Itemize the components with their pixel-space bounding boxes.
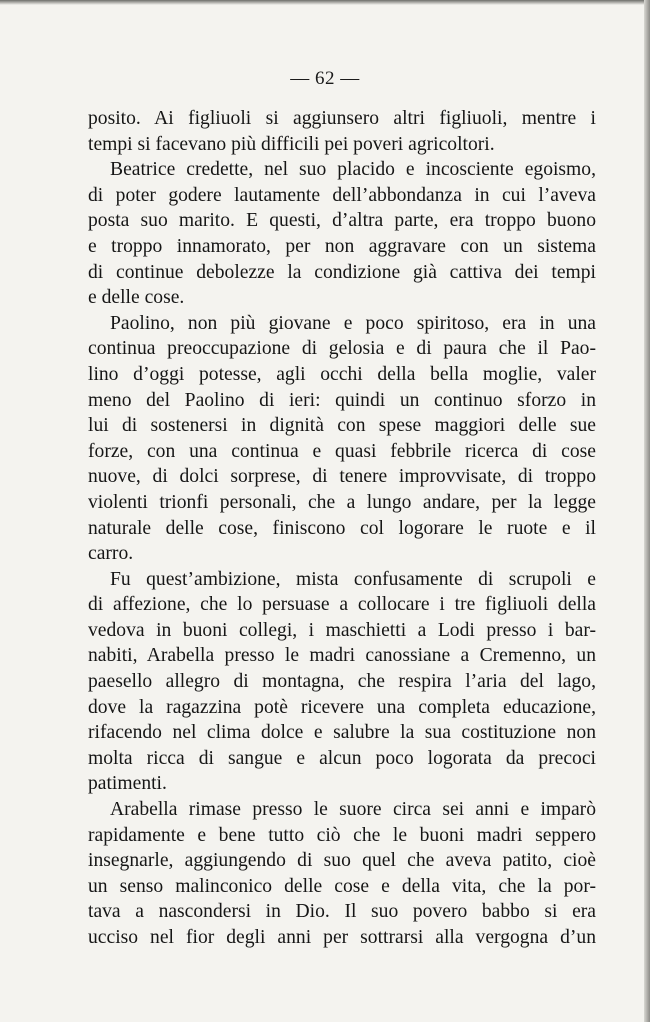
text-line: paesello allegro di montagna, che respira l’aria del lago,	[88, 671, 596, 693]
text-line: meno del Paolino di ieri: quindi un continuo sforzo in	[88, 389, 596, 411]
text-line: Arabella rimase presso le suore circa sei anni e imparò	[110, 799, 596, 821]
text-line: carro.	[88, 543, 134, 565]
text-line: insegnarle, aggiungendo di suo quel che aveva patito, cioè	[88, 850, 596, 872]
text-line: molta ricca di sangue e alcun poco logorata da precoci	[88, 747, 596, 769]
text-line: lui di sostenersi in dignità con spese maggiori delle sue	[88, 415, 596, 437]
text-line: lino d’oggi potesse, agli occhi della bella moglie, valer	[88, 363, 596, 385]
text-line: di affezione, che lo persuase a collocare i tre figliuoli della	[88, 594, 596, 616]
text-line: dove la ragazzina potè ricevere una completa educazione,	[88, 696, 596, 718]
text-line: Fu quest’ambizione, mista confusamente di scrupoli e	[110, 568, 596, 590]
text-line: patimenti.	[88, 773, 167, 795]
text-line: di poter godere lautamente dell’abbondanza in cui l’aveva	[88, 184, 596, 206]
text-line: di continue debolezze la condizione già cattiva dei tempi	[88, 261, 596, 283]
text-line: nabiti, Arabella presso le madri canossiane a Cremenno, un	[88, 645, 596, 667]
text-line: un senso malinconico delle cose e della vita, che la por-	[88, 875, 596, 897]
text-line: Beatrice credette, nel suo placido e incosciente egoismo,	[110, 159, 596, 181]
text-line: violenti trionfi personali, che a lungo andare, per la legge	[88, 491, 596, 513]
page-number: — 62 —	[290, 68, 360, 89]
text-line: posito. Ai figliuoli si aggiunsero altri figliuoli, mentre i	[88, 108, 596, 129]
body-text	[88, 106, 596, 951]
text-line: naturale delle cose, finiscono col logorare le ruote e il	[88, 517, 596, 539]
text-line: rapidamente e bene tutto ciò che le buoni madri seppero	[88, 824, 596, 846]
page-top-shadow	[0, 0, 650, 5]
text-line: vedova in buoni collegi, i maschietti a Lodi presso i bar-	[88, 619, 596, 641]
text-line: continua preoccupazione di gelosia e di paura che il Pao-	[88, 338, 596, 360]
text-line: ucciso nel fior degli anni per sottrarsi alla vergogna d’un	[88, 927, 596, 948]
text-line: Paolino, non più giovane e poco spiritoso, era in una	[110, 312, 596, 334]
page-edge-shadow	[644, 0, 650, 1022]
text-line: tava a nascondersi in Dio. Il suo povero babbo si era	[88, 901, 596, 923]
text-line: rifacendo nel clima dolce e salubre la sua costituzione non	[88, 722, 596, 744]
text-line: nuove, di dolci sorprese, di tenere improvvisate, di troppo	[88, 466, 596, 488]
text-line: tempi si facevano più difficili pei poveri agricoltori.	[88, 133, 495, 155]
text-line: e troppo innamorato, per non aggravare con un sistema	[88, 235, 596, 257]
text-line: e delle cose.	[88, 287, 185, 309]
text-line: forze, con una continua e quasi febbrile ricerca di cose	[88, 440, 596, 462]
text-line: posta suo marito. E questi, d’altra parte, era troppo buono	[88, 210, 596, 232]
